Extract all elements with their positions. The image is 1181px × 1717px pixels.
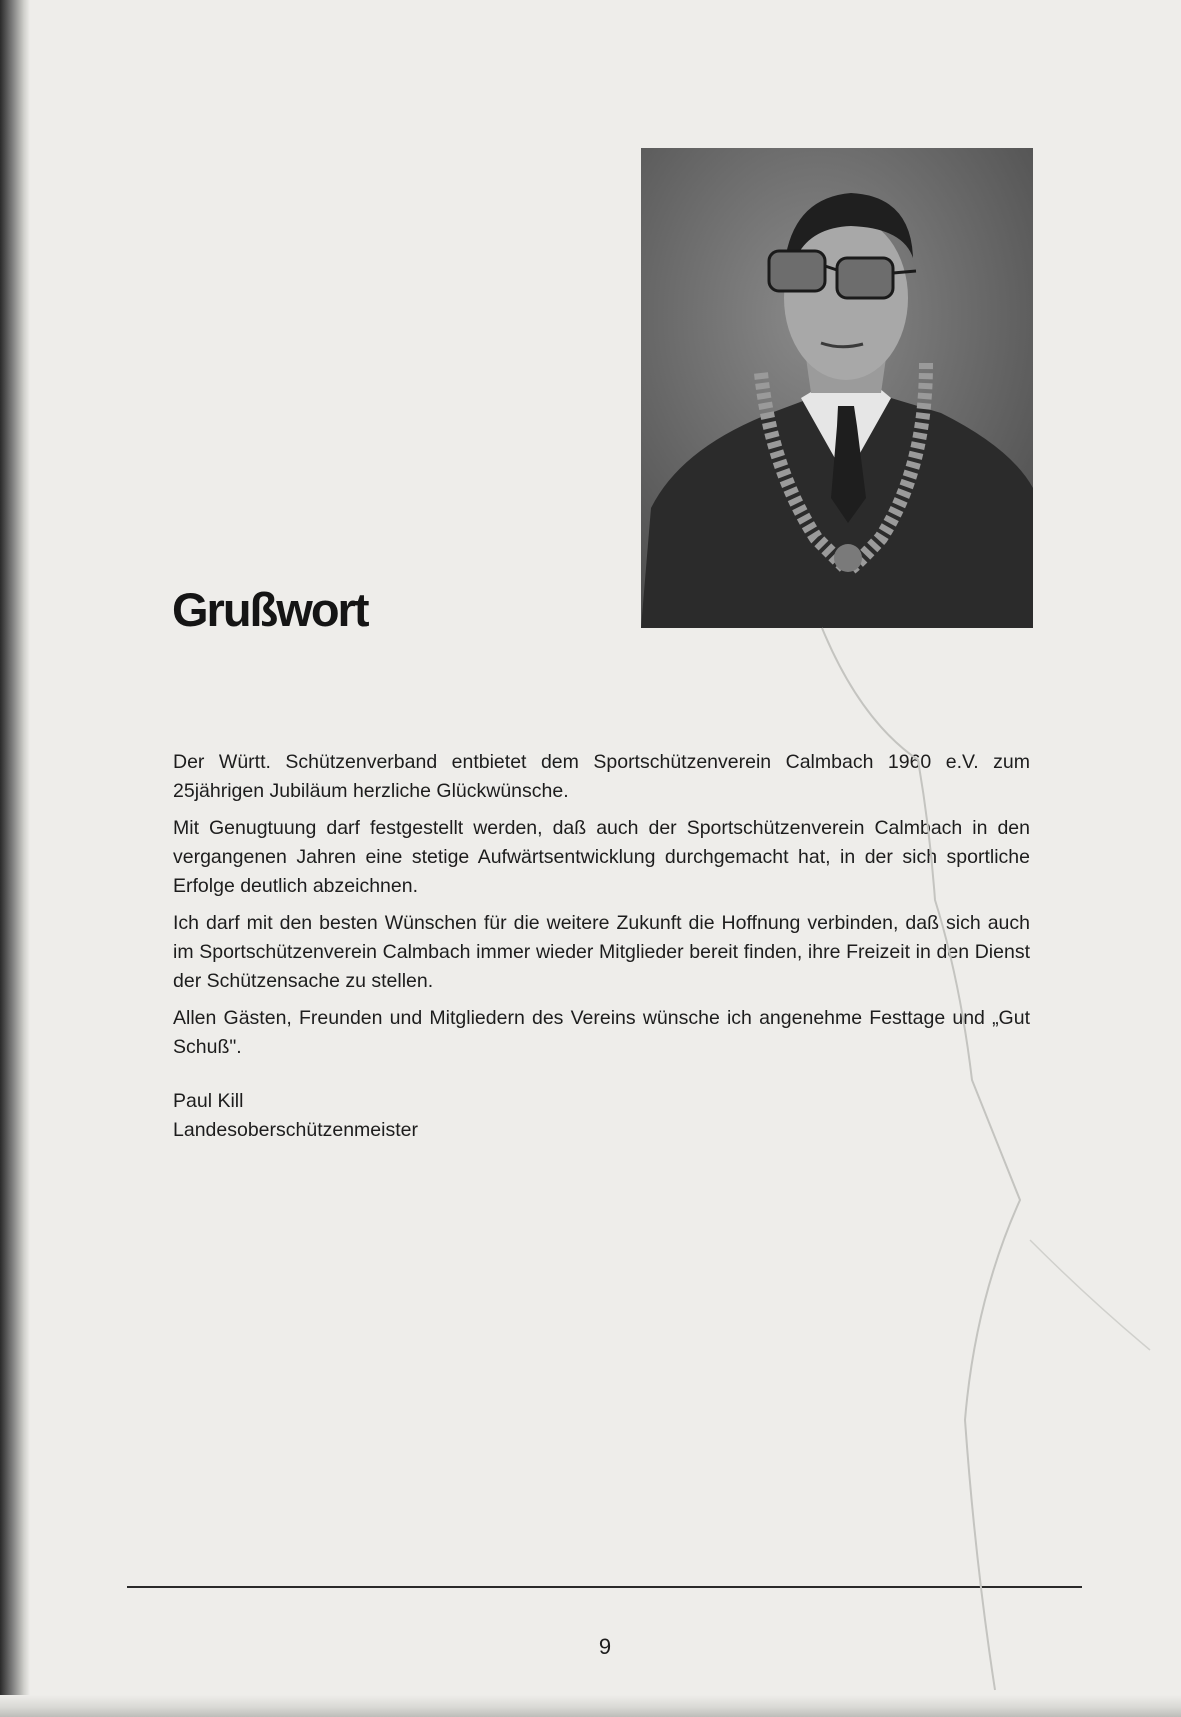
portrait-photo — [641, 148, 1033, 628]
paragraph: Mit Genugtuung darf festgestellt werden, daß auch der Sportschützenverein Calmbach in den vergangenen Jahren eine stetige Aufwärtsentwicklung durchgemacht hat, in der sich sportliche Erfolge deutlich abzeichnen. — [173, 817, 1030, 897]
page-number: 9 — [598, 1634, 612, 1659]
paragraph: Ich darf mit den besten Wünschen für die weitere Zukunft die Hoffnung verbinden, daß sich auch im Sportschützenverein Calmbach immer wieder Mitglieder bereit finden, ihre Freizeit in den Dienst der Schützensache zu stellen. — [173, 912, 1030, 992]
page-title: Grußwort — [172, 583, 368, 636]
page-binding-edge — [0, 0, 30, 1717]
page-bottom-edge — [0, 1695, 1181, 1717]
paragraph: Allen Gästen, Freunden und Mitgliedern des Vereins wünsche ich angenehme Festtage und „Gut Schuß". — [173, 1007, 1030, 1058]
greeting-text — [173, 748, 1030, 1070]
signature-block — [173, 1087, 418, 1145]
footer-rule — [127, 1586, 1082, 1588]
paragraph: Der Württ. Schützenverband entbietet dem Sportschützenverein Calmbach 1960 e.V. zum 25jährigen Jubiläum herzliche Glückwünsche. — [173, 751, 1030, 802]
signatory-title: Landesoberschützenmeister — [173, 1119, 418, 1141]
signatory-name: Paul Kill — [173, 1090, 244, 1112]
